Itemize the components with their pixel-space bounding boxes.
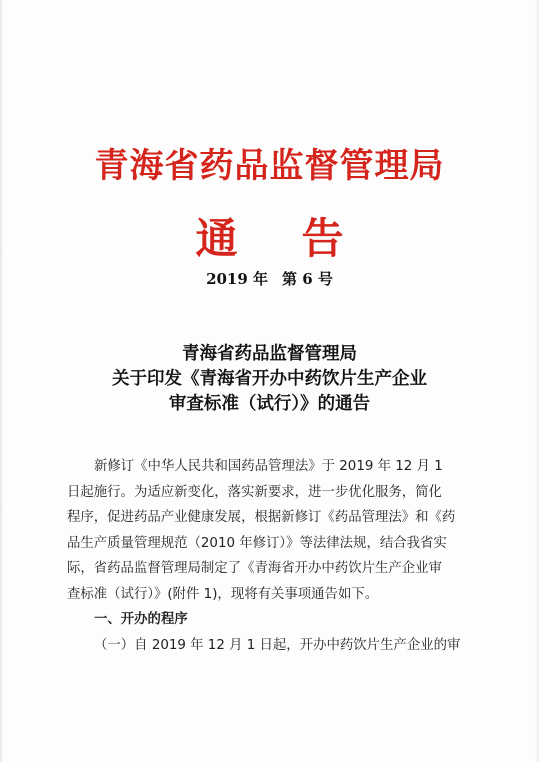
agency-header: 青海省药品监督管理局 bbox=[94, 146, 445, 186]
body-text bbox=[67, 454, 475, 658]
document-year: 2019 年 bbox=[206, 270, 269, 288]
document-type-char-1: 通 bbox=[195, 214, 238, 263]
title-line-1: 青海省药品监督管理局 bbox=[182, 344, 357, 364]
title-line-3: 审查标准（试行）》的通告 bbox=[168, 394, 371, 414]
body-line: 程序，促进药品产业健康发展，根据新修订《药品管理法》和《药 bbox=[67, 510, 456, 525]
section-heading: 一、开办的程序 bbox=[94, 612, 188, 627]
document-serial: 第 6 号 bbox=[282, 270, 333, 288]
body-line: （一）自 2019 年 12 月 1 日起，开办中药饮片生产企业的审 bbox=[94, 637, 461, 653]
body-line: 查标准（试行）》(附件 1)，现将有关事项通告如下。 bbox=[67, 586, 379, 602]
body-line: 日起施行。为适应新变化，落实新要求，进一步优化服务，简化 bbox=[67, 484, 442, 500]
body-line: 际，省药品监督管理局制定了《青海省开办中药饮片生产企业审 bbox=[67, 561, 442, 576]
notice-title bbox=[0, 342, 539, 417]
document-type-char-2: 告 bbox=[301, 214, 344, 263]
document-number bbox=[0, 268, 539, 289]
title-line-2: 关于印发《青海省开办中药饮片生产企业 bbox=[112, 369, 427, 389]
body-line: 品生产质量管理规范（2010 年修订）》等法律法规，结合我省实 bbox=[67, 535, 447, 551]
document-type-heading bbox=[0, 206, 539, 266]
body-line: 新修订《中华人民共和国药品管理法》于 2019 年 12 月 1 bbox=[94, 459, 443, 474]
